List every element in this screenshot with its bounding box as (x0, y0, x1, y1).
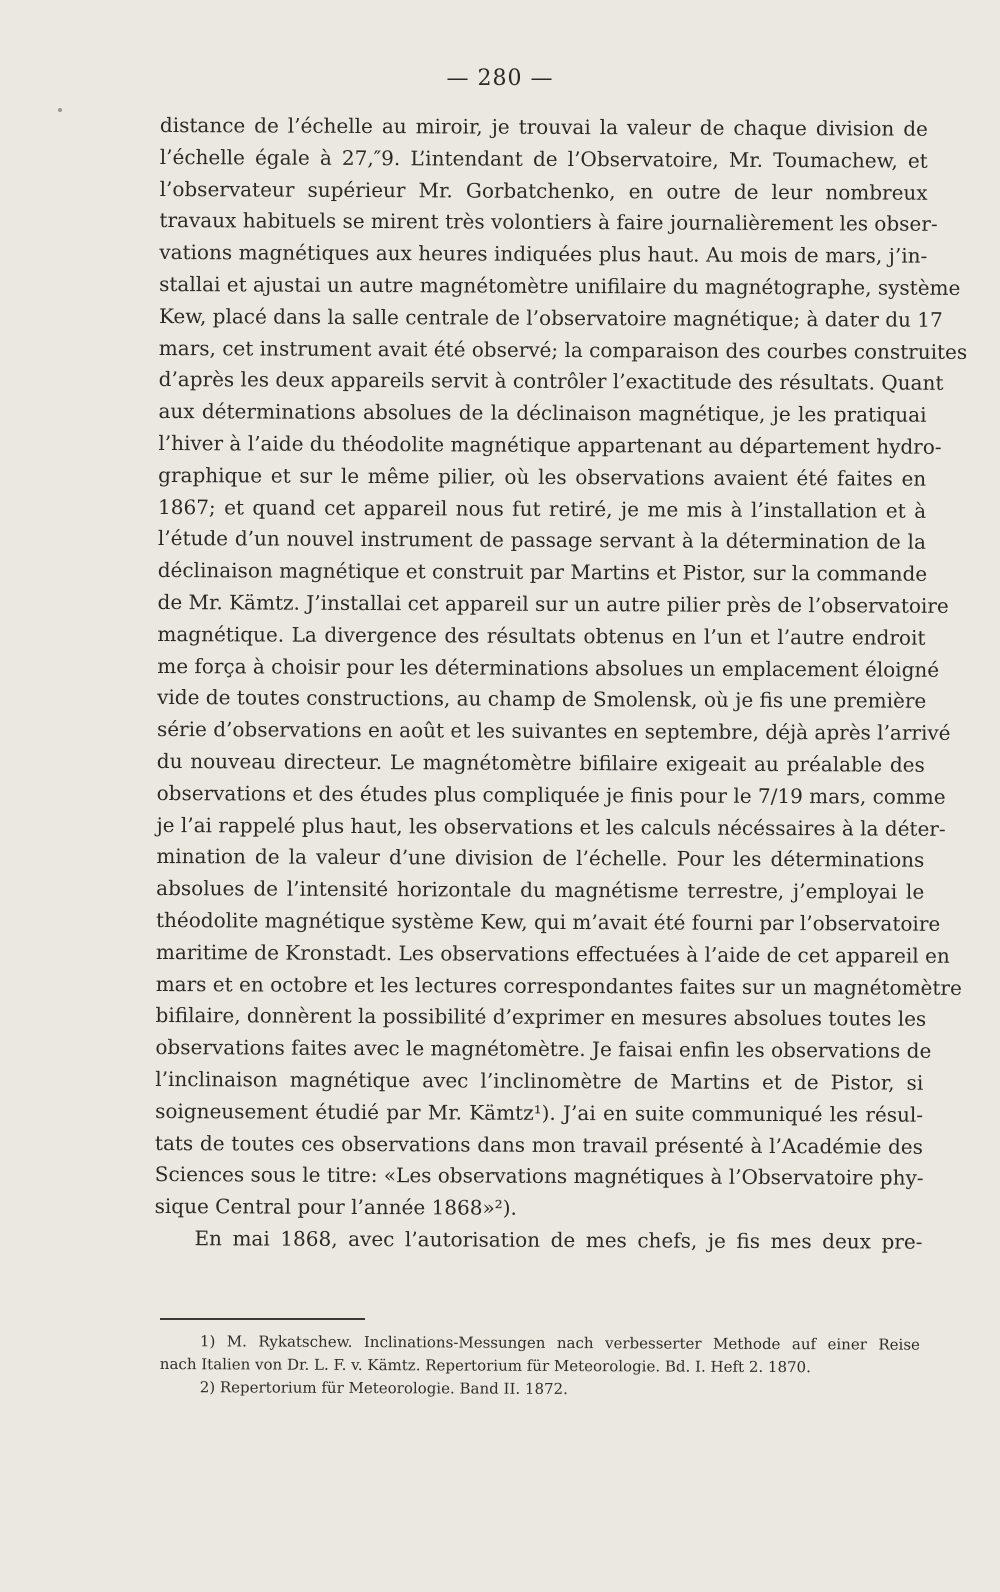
text-line: 1867; et quand cet appareil nous fut retiré, je me mis à l’installation et à (158, 494, 927, 523)
text-line: l’étude d’un nouvel instrument de passage servant à la détermination de la (157, 526, 926, 555)
text-line: absolues de l’intensité horizontale du magnétisme terrestre, j’employai le (156, 876, 925, 904)
text-line: Kew, placé dans la salle centrale de l’observatoire magnétique; à dater du 17 (158, 303, 943, 332)
text-line: théodolite magnétique système Kew, qui m’avait été fourni par l’observatoire (155, 907, 941, 936)
ink-speck (58, 108, 62, 112)
text-line: bifilaire, donnèrent la possibilité d’exprimer en mesures absolues toutes les (155, 1003, 927, 1032)
text-line: l’inclinaison magnétique avec l’inclinomètre de Martins et de Pistor, si (155, 1066, 924, 1095)
footnotes (160, 1330, 920, 1403)
footnote-line: 1) M. Rykatschew. Inclinations-Messungen nach verbesserter Methode auf einer Reise (199, 1332, 920, 1354)
text-line: l’échelle égale à 27,″9. L’intendant de l’Observatoire, Mr. Toumachew, et (159, 144, 928, 173)
text-line: déclinaison magnétique et construit par Martins et Pistor, sur la commande (157, 558, 928, 586)
text-line: soigneusement étudié par Mr. Kämtz¹). J’ai en suite communiqué les résul- (155, 1098, 924, 1127)
text-line: sique Central pour l’année 1868»²). (154, 1194, 517, 1220)
text-line: vations magnétiques aux heures indiquées plus haut. Au mois de mars, j’in- (159, 240, 928, 268)
text-line: l’observateur supérieur Mr. Gorbatchenko, en outre de leur nombreux (159, 176, 928, 205)
footnote-separator (160, 1318, 365, 1320)
text-line: mars, cet instrument avait été observé; la comparaison des courbes construites (158, 335, 968, 364)
text-line: aux déterminations absolues de la déclinaison magnétique, je les pratiquai (158, 399, 927, 427)
text-line: mars et en octobre et les lectures correspondantes faites sur un magnétomètre (155, 971, 962, 1000)
text-line: travaux habituels se mirent très volontiers à faire journalièrement les obser- (159, 208, 938, 237)
text-line: me força à choisir pour les déterminations absolues un emplacement éloigné (157, 653, 940, 682)
text-line: distance de l’échelle au miroir, je trouvai la valeur de chaque division de (159, 112, 928, 141)
text-line: de Mr. Kämtz. J’installai cet appareil sur un autre pilier près de l’observatoire (157, 589, 949, 618)
text-line: mination de la valeur d’une division de l’échelle. Pour les déterminations (156, 844, 925, 873)
text-line: magnétique. La divergence des résultats obtenus en l’un et l’autre endroit (157, 621, 926, 650)
text-line: observations faites avec le magnétomètre. Je faisai enfin les observations de (155, 1035, 932, 1063)
text-line: graphique et sur le même pilier, où les observations avaient été faites en (158, 462, 927, 491)
text-line: série d’observations en août et les suivantes en septembre, déjà après l’arrivé (156, 717, 951, 746)
text-line: je l’ai rappelé plus haut, les observations et les calculs nécéssaires à la déter- (156, 812, 946, 841)
text-line: maritime de Kronstadt. Les observations effectuées à l’aide de cet appareil en (155, 939, 950, 968)
text-line: d’après les deux appareils servit à contrôler l’exactitude des résultats. Quant (158, 367, 944, 396)
body-text (154, 110, 968, 1258)
footnote-line: nach Italien von Dr. L. F. v. Kämtz. Repertorium für Meteorologie. Bd. I. Heft 2. 1870. (159, 1354, 811, 1377)
text-line: l’hiver à l’aide du théodolite magnétique appartenant au département hydro- (158, 430, 942, 459)
text-line: En mai 1868, avec l’autorisation de mes chefs, je fis mes deux pre- (194, 1226, 923, 1254)
text-line: Sciences sous le titre: «Les observations magnétiques à l’Observatoire phy- (154, 1162, 924, 1191)
text-line: tats de toutes ces observations dans mon travail présenté à l’Académie des (154, 1130, 924, 1159)
footnote-line: 2) Repertorium für Meteorologie. Band II. 1872. (199, 1378, 568, 1398)
text-line: observations et des études plus compliquée je finis pour le 7/19 mars, comme (156, 780, 946, 809)
page-number: — 280 — (446, 66, 554, 91)
text-line: stallai et ajustai un autre magnétomètre unifilaire du magnétographe, système (159, 271, 961, 300)
text-line: du nouveau directeur. Le magnétomètre bifilaire exigeait au préalable des (156, 748, 925, 777)
text-line: vide de toutes constructions, au champ de Smolensk, où je fis une première (157, 685, 927, 714)
